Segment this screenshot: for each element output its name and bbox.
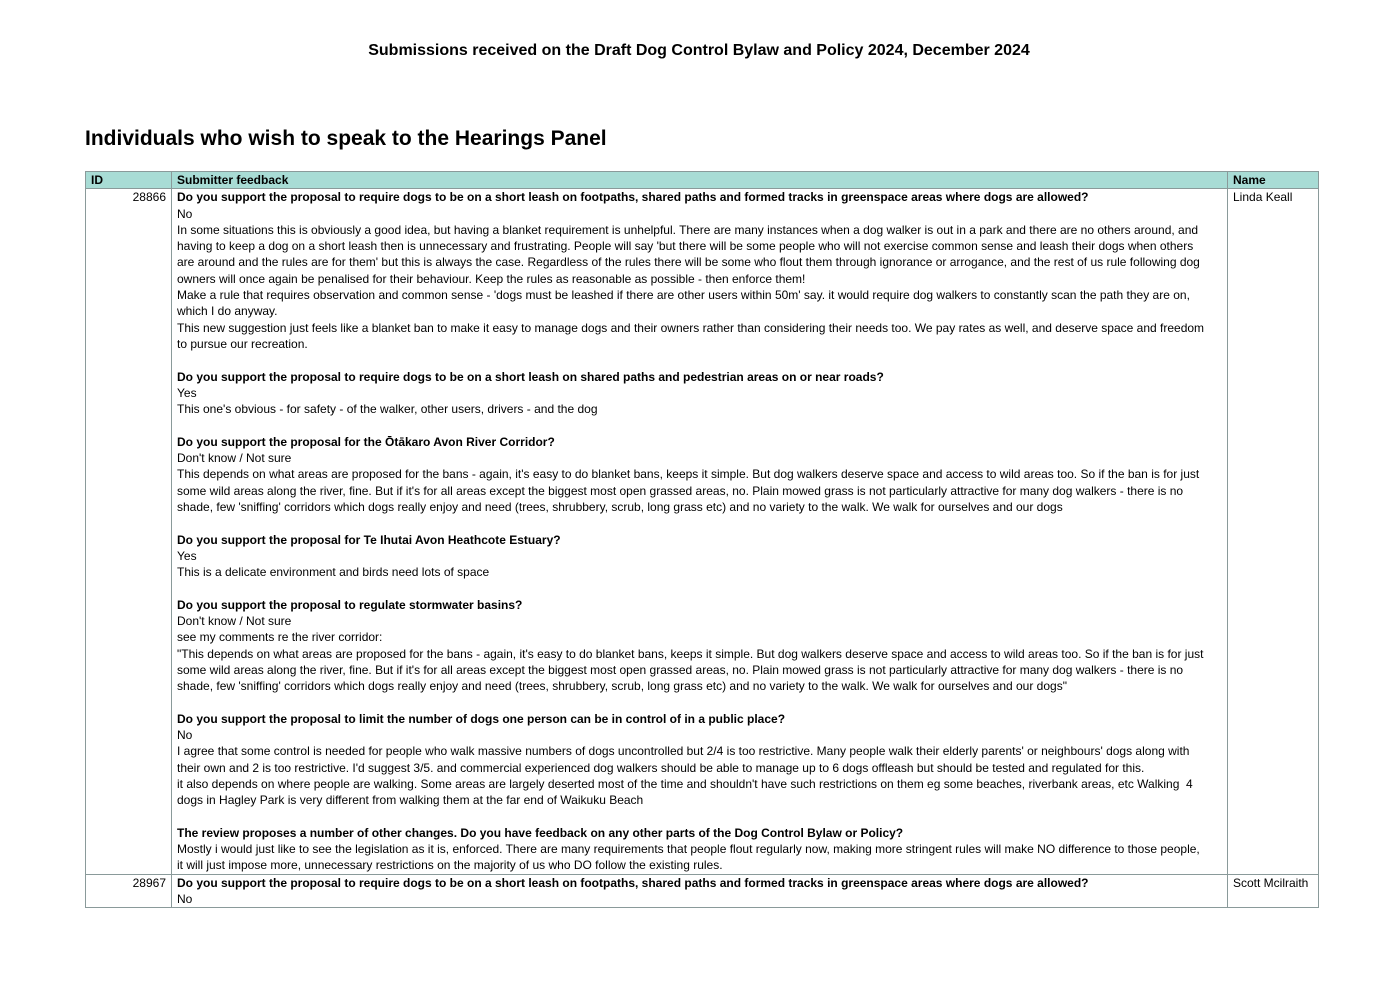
comment-line: shade, few 'sniffing' corridors which dogs really enjoy and need (trees, shrubbery, scrub, long grass etc) and no variety to the walk. We walk for ourselves and our dogs"	[177, 679, 1067, 694]
spacer	[177, 417, 1222, 433]
submission-id: 28866	[86, 189, 172, 874]
spacer	[177, 352, 1222, 368]
comment-line: This new suggestion just feels like a blanket ban to make it easy to manage dogs and their owners rather than considering their needs too. We pay rates as well, and deserve space and freedom	[177, 320, 1205, 335]
comment-line: In some situations this is obviously a good idea, but having a blanket requirement is unhelpful. There are many instances when a dog walker is out in a park and there are no others around, and	[177, 222, 1199, 237]
submitter-name: Linda Keall	[1228, 189, 1319, 874]
answer: Don't know / Not sure	[177, 451, 292, 466]
question: Do you support the proposal for Te Ihutai Avon Heathcote Estuary?	[177, 532, 561, 547]
comment-line: it also depends on where people are walking. Some areas are largely deserted most of the time and shouldn't have such restrictions on them eg some beaches, riverbank areas, etc Walking 4	[177, 776, 1193, 791]
spacer	[177, 809, 1222, 825]
question: Do you support the proposal to require dogs to be on a short leash on footpaths, shared paths and formed tracks in greenspace areas where dogs are allowed?	[177, 875, 1089, 890]
spacer	[177, 580, 1222, 596]
submissions-table	[85, 171, 1319, 908]
column-header-feedback: Submitter feedback	[172, 172, 1228, 189]
spacer	[177, 695, 1222, 711]
comment-line: having to keep a dog on a short leash then is unnecessary and frustrating. People will say 'but there will be some people who will not exercise common sense and leash their dogs when others	[177, 239, 1194, 254]
comment-line: see my comments re the river corridor:	[177, 630, 383, 645]
column-header-id: ID	[86, 172, 172, 189]
question: Do you support the proposal to limit the number of dogs one person can be in control of in a public place?	[177, 711, 786, 726]
comment-line: This is a delicate environment and birds need lots of space	[177, 565, 490, 580]
submission-id: 28967	[86, 874, 172, 908]
question: Do you support the proposal to require dogs to be on a short leash on shared paths and pedestrian areas on or near roads?	[177, 369, 884, 384]
comment-line: dogs in Hagley Park is very different from walking them at the far end of Waikuku Beach	[177, 793, 644, 808]
comment-line: shade, few 'sniffing' corridors which dogs really enjoy and need (trees, shrubbery, scrub, long grass etc) and no variety to the walk. We walk for ourselves and our dogs	[177, 499, 1063, 514]
question: Do you support the proposal to require dogs to be on a short leash on footpaths, shared paths and formed tracks in greenspace areas where dogs are allowed?	[177, 190, 1089, 205]
answer: Yes	[177, 385, 197, 400]
table-row	[86, 189, 1319, 874]
comment-line: This one's obvious - for safety - of the walker, other users, drivers - and the dog	[177, 402, 598, 417]
table-row	[86, 874, 1319, 908]
document-header: Submissions received on the Draft Dog Control Bylaw and Policy 2024, December 2024	[368, 42, 1030, 59]
question: The review proposes a number of other changes. Do you have feedback on any other parts of the Dog Control Bylaw or Policy?	[177, 825, 904, 840]
spacer	[177, 515, 1222, 531]
comment-line: are around and the rules are for them' but this is always the case. Regardless of the rules there will be some who flout them through ignorance or arrogance, and the rest of us rule following dog	[177, 255, 1200, 270]
comment-line: owners will once again be penalised for their behaviour. Keep the rules as reasonable as possible - then enforce them!	[177, 271, 806, 286]
submitter-feedback	[172, 189, 1228, 874]
section-title: Individuals who wish to speak to the Hearings Panel	[85, 127, 607, 150]
table-header-row	[86, 172, 1319, 189]
comment-line: "This depends on what areas are proposed for the bans - again, it's easy to do blanket bans, keeps it simple. But dog walkers deserve space and access to wild areas too. So if the ban is for just	[177, 646, 1204, 661]
answer: Don't know / Not sure	[177, 614, 292, 629]
comment-line: it will just impose more, unnecessary restrictions on the majority of us who DO follow the existing rules.	[177, 858, 723, 873]
comment-line: I agree that some control is needed for people who walk massive numbers of dogs uncontrolled but 2/4 is too restrictive. Many people walk their elderly parents' or neighbours' dogs along with	[177, 744, 1190, 759]
comment-line: some wild areas along the river, fine. But if it's for all areas except the biggest most open grassed areas, no. Plain mowed grass is not particularly attractive for many dog walkers - there is no	[177, 483, 1184, 498]
comment-line: to pursue our recreation.	[177, 336, 308, 351]
comment-line: which I do anyway.	[177, 304, 278, 319]
answer: No	[177, 892, 193, 907]
comment-line: their own and 2 is too restrictive. I'd suggest 3/5. and commercial experienced dog walkers should be able to manage up to 6 dogs offleash but should be tested and regulated for this.	[177, 760, 1145, 775]
question: Do you support the proposal for the Ōtākaro Avon River Corridor?	[177, 434, 555, 449]
answer: Yes	[177, 548, 197, 563]
comment-line: This depends on what areas are proposed for the bans - again, it's easy to do blanket bans, keeps it simple. But dog walkers deserve space and access to wild areas too. So if the ban is for just	[177, 467, 1200, 482]
question: Do you support the proposal to regulate stormwater basins?	[177, 597, 523, 612]
comment-line: Mostly i would just like to see the legislation as it is, enforced. There are many requirements that people flout regularly now, making more stringent rules will make NO difference to those people,	[177, 842, 1200, 857]
column-header-name: Name	[1228, 172, 1319, 189]
comment-line: Make a rule that requires observation and common sense - 'dogs must be leashed if there are other users within 50m' say. it would require dog walkers to constantly scan the path they are on,	[177, 288, 1190, 303]
answer: No	[177, 206, 193, 221]
submitter-name: Scott Mcilraith	[1228, 874, 1319, 908]
comment-line: some wild areas along the river, fine. But if it's for all areas except the biggest most open grassed areas, no. Plain mowed grass is not particularly attractive for many dog walkers - there is no	[177, 662, 1184, 677]
submitter-feedback	[172, 874, 1228, 908]
answer: No	[177, 728, 193, 743]
